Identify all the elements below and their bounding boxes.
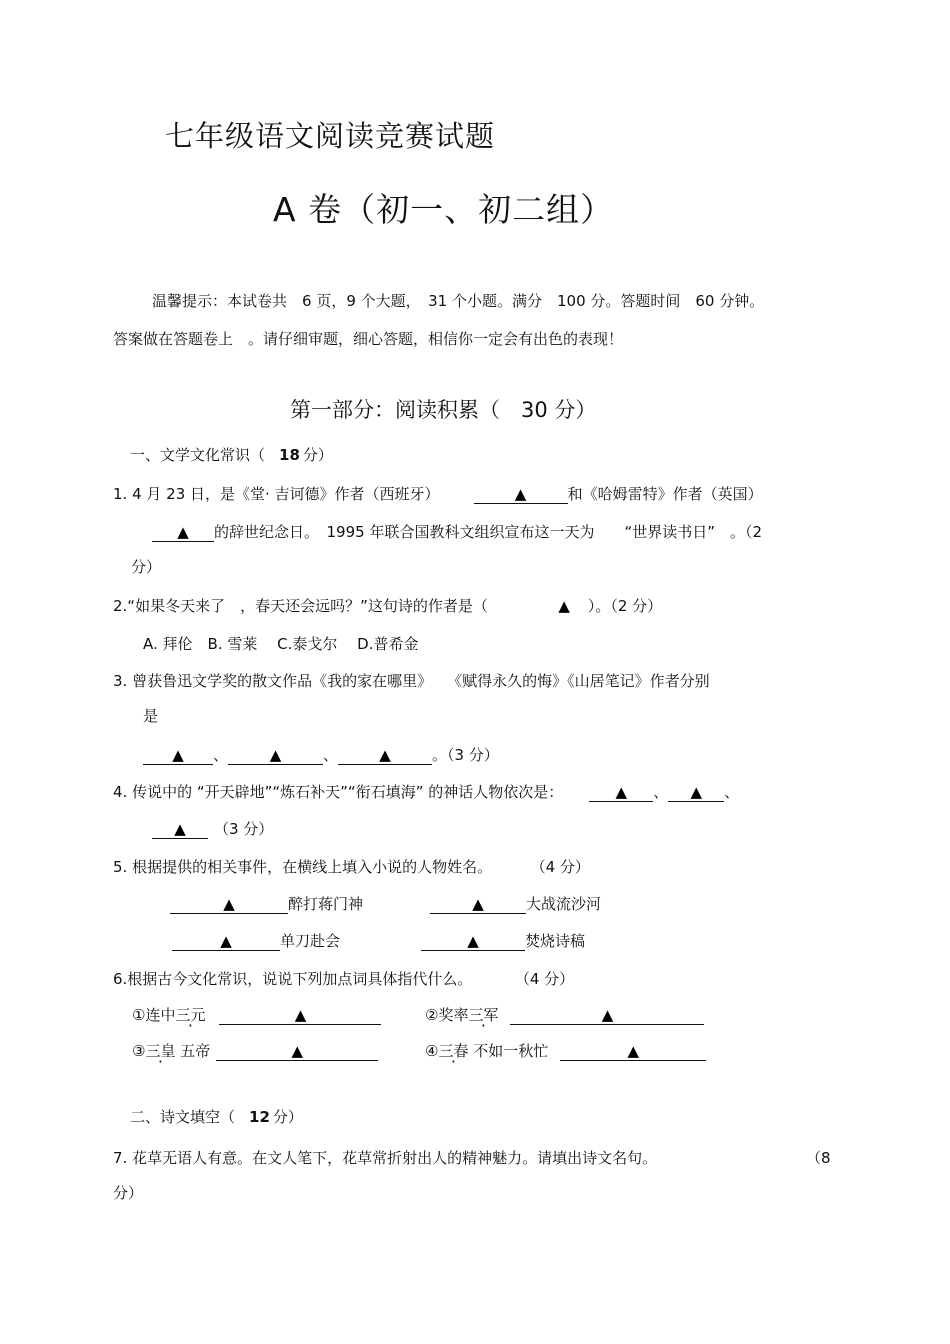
q2-stem: 2.“如果冬天来了 ，春天还会远吗？”这句诗的作者是（ — [113, 597, 488, 615]
q5-points: （4 分） — [538, 858, 590, 876]
q5-stem: 5. 根据提供的相关事件，在横线上填入小说的人物姓名。 — [113, 858, 493, 876]
q6-item-2 — [425, 1005, 704, 1025]
blank-marker-icon: ▲ — [690, 783, 703, 801]
blank-marker-icon: ▲ — [294, 1006, 307, 1024]
question-2 — [113, 596, 662, 616]
q6-item-pre: 连中 — [145, 1006, 176, 1024]
question-3-stem-2: 是 — [143, 707, 159, 725]
q6-item-num: ② — [425, 1006, 439, 1024]
question-4 — [113, 782, 739, 802]
blank-marker-icon: ▲ — [177, 523, 189, 541]
section2-label: 二、诗文填空（ — [130, 1108, 236, 1126]
q6-item-post: 五帝 — [175, 1042, 211, 1060]
q5-item-1 — [170, 894, 363, 914]
q5-item-2 — [430, 894, 601, 914]
part1-title: 第一部分：阅读积累（ 30 分） — [290, 398, 597, 422]
question-7-stem: 7. 花草无语人有意。在文人笔下，花草常折射出人的精神魅力。请填出诗文名句。 — [113, 1149, 658, 1167]
q6-dotted-term: 三军 — [468, 1006, 499, 1024]
q1-text-a: 1. 4 月 23 日，是《堂· 吉诃德》作者（西班牙） — [113, 485, 440, 503]
answer-blank[interactable] — [219, 1006, 381, 1025]
answer-blank[interactable] — [152, 523, 214, 542]
blank-marker-icon: ▲ — [558, 597, 570, 615]
answer-blank[interactable] — [338, 746, 432, 765]
section2-points-suffix: 分） — [272, 1108, 303, 1126]
notice-line-1: 温馨提示：本试卷共 6 页，9 个大题， 31 个小题。满分 100 分。答题时间 60 分钟。 — [152, 292, 765, 310]
blank-marker-icon: ▲ — [174, 820, 186, 838]
q4-end: （3 分） — [214, 820, 274, 838]
question-6 — [113, 969, 574, 989]
q5-event: 单刀赴会 — [280, 932, 341, 950]
answer-blank[interactable] — [172, 932, 280, 951]
answer-blank[interactable] — [170, 895, 288, 914]
answer-blank[interactable] — [216, 1042, 378, 1061]
q4-sep: 、 — [724, 783, 740, 801]
blank-marker-icon: ▲ — [627, 1042, 640, 1060]
q3-end: 。（3 分） — [432, 746, 499, 764]
notice-line-2: 答案做在答题卷上 。请仔细审题，细心答题，相信你一定会有出色的表现！ — [113, 330, 624, 348]
exam-subtitle: A 卷（初一、初二组） — [273, 190, 615, 229]
blank-marker-icon: ▲ — [472, 895, 484, 913]
q6-points: （4 分） — [522, 970, 575, 988]
q5-event: 大战流沙河 — [526, 895, 602, 913]
blank-marker-icon: ▲ — [467, 932, 479, 950]
question-4-line-2 — [152, 819, 273, 839]
blank-marker-icon: ▲ — [615, 783, 628, 801]
answer-blank[interactable] — [421, 932, 525, 951]
question-1-line-2 — [152, 522, 762, 542]
q6-item-num: ④ — [425, 1042, 439, 1060]
q5-item-4 — [421, 931, 585, 951]
q2-end: ）。（2 分） — [587, 597, 663, 615]
q3-sep: 、 — [213, 746, 229, 764]
q6-dotted-term: 三元 — [175, 1006, 206, 1024]
question-3-blanks — [143, 745, 499, 765]
section1-points: 18 — [279, 446, 300, 464]
q6-stem: 6.根据古今文化常识，说说下列加点词具体指代什么。 — [113, 970, 473, 988]
q5-event: 焚烧诗稿 — [525, 932, 586, 950]
blank-marker-icon: ▲ — [379, 746, 391, 764]
blank-marker-icon: ▲ — [514, 485, 527, 503]
blank-marker-icon: ▲ — [269, 746, 282, 764]
question-7-points: （8 — [806, 1149, 831, 1167]
section2-title — [130, 1107, 303, 1127]
section1-title — [130, 445, 333, 465]
answer-blank[interactable] — [152, 820, 208, 839]
q6-item-pre: 奖率 — [438, 1006, 469, 1024]
question-1-line-1 — [113, 484, 763, 504]
q6-item-num: ① — [132, 1006, 146, 1024]
question-3-stem: 3. 曾获鲁迅文学奖的散文作品《我的家在哪里》 《赋得永久的悔》《山居笔记》作者分别 — [113, 672, 710, 690]
q5-item-3 — [172, 931, 340, 951]
answer-blank[interactable] — [510, 1006, 704, 1025]
section2-points: 12 — [249, 1108, 270, 1126]
q5-event: 醉打蒋门神 — [288, 895, 364, 913]
section1-label: 一、文学文化常识（ — [130, 446, 266, 464]
blank-marker-icon: ▲ — [291, 1042, 304, 1060]
q6-dotted-term: 三皇 — [145, 1042, 176, 1060]
answer-blank[interactable] — [430, 895, 526, 914]
question-2-options: A. 拜伦 B. 雪莱 C.泰戈尔 D.普希金 — [143, 635, 419, 653]
question-7-end: 分） — [113, 1184, 144, 1202]
exam-title: 七年级语文阅读竞赛试题 — [165, 119, 496, 153]
q6-dotted-term: 三春 — [438, 1042, 469, 1060]
blank-marker-icon: ▲ — [601, 1006, 614, 1024]
answer-blank[interactable] — [474, 485, 568, 504]
q6-item-3 — [132, 1041, 378, 1061]
q1-text-c: 的辞世纪念日。 1995 年联合国教科文组织宣布这一天为 “世界读书日” 。（2 — [214, 523, 763, 541]
answer-blank[interactable] — [560, 1042, 706, 1061]
blank-marker-icon: ▲ — [220, 932, 232, 950]
section1-points-suffix: 分） — [302, 446, 333, 464]
q1-text-b: 和《哈姆雷特》作者（英国） — [567, 485, 763, 503]
answer-blank[interactable] — [228, 746, 323, 765]
q3-sep: 、 — [323, 746, 339, 764]
blank-marker-icon: ▲ — [172, 746, 184, 764]
answer-blank[interactable] — [589, 783, 653, 802]
q6-item-1 — [132, 1005, 381, 1025]
q4-sep: 、 — [653, 783, 669, 801]
answer-blank[interactable] — [143, 746, 213, 765]
q6-item-post: 不如一秋忙 — [468, 1042, 549, 1060]
answer-blank[interactable] — [668, 783, 724, 802]
q6-item-4 — [425, 1041, 706, 1061]
q1-text-d: 分） — [131, 558, 162, 576]
blank-marker-icon: ▲ — [223, 895, 235, 913]
answer-slot[interactable] — [488, 596, 588, 616]
q4-stem: 4. 传说中的 “开天辟地”“炼石补天”“衔石填海” 的神话人物依次是： — [113, 783, 564, 801]
q6-item-num: ③ — [132, 1042, 146, 1060]
question-5 — [113, 857, 590, 877]
